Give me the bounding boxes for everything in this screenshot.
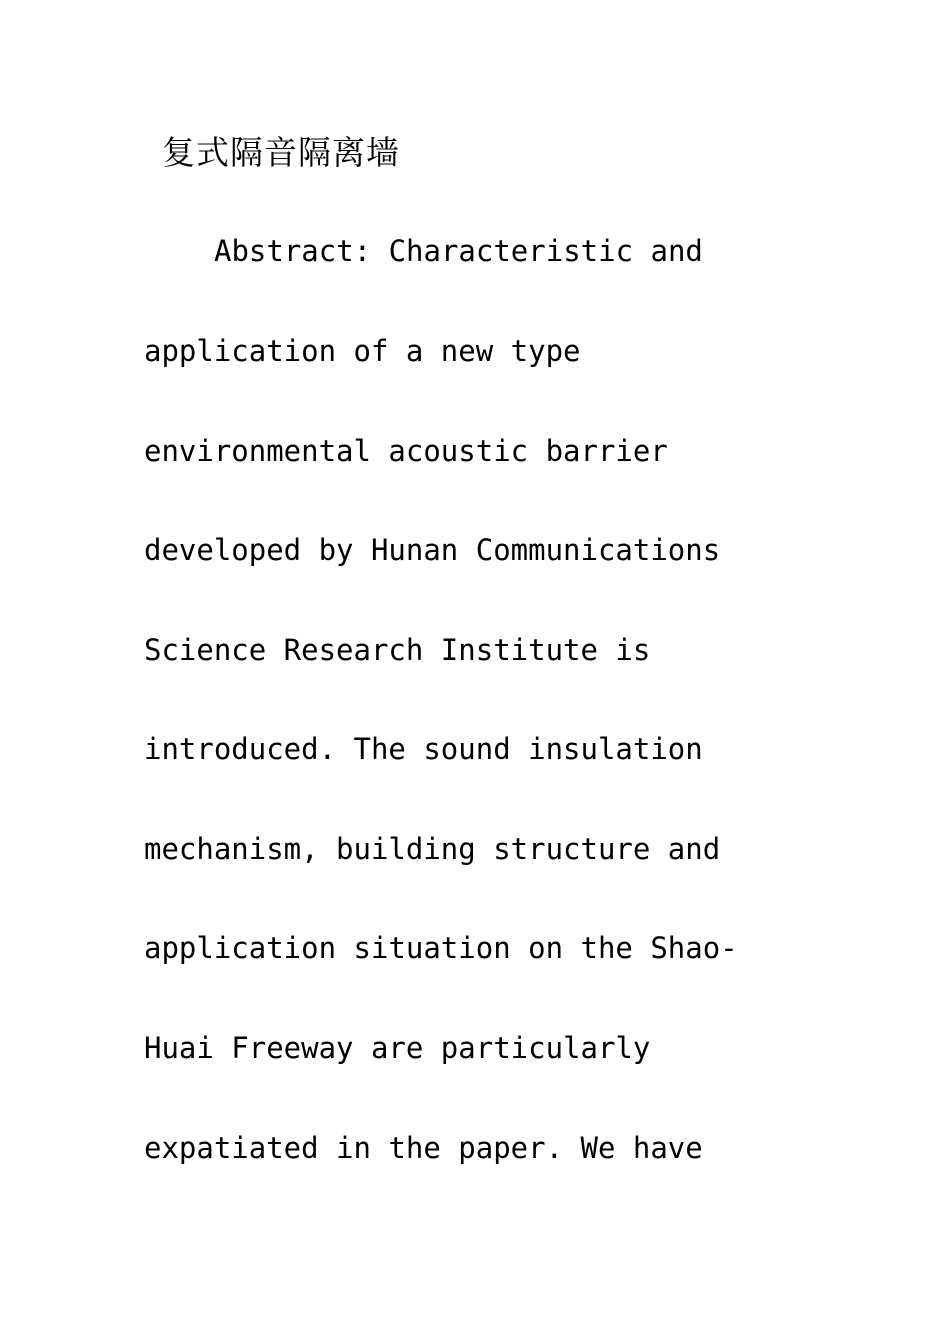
abstract-line: Science Research Institute is (144, 633, 651, 667)
abstract-line: environmental acoustic barrier (144, 434, 668, 468)
abstract-line: Huai Freeway are particularly (144, 1031, 651, 1065)
abstract-line: mechanism, building structure and (144, 832, 721, 866)
abstract-line: application of a new type (144, 334, 581, 368)
abstract-line: developed by Hunan Communications (144, 533, 721, 567)
abstract-line: expatiated in the paper. We have (144, 1131, 703, 1165)
abstract-line: introduced. The sound insulation (144, 732, 703, 766)
abstract-line: application situation on the Shao- (144, 931, 738, 965)
abstract-line: Abstract: Characteristic and (214, 234, 703, 268)
document-title: 复式隔音隔离墙 (162, 133, 400, 172)
